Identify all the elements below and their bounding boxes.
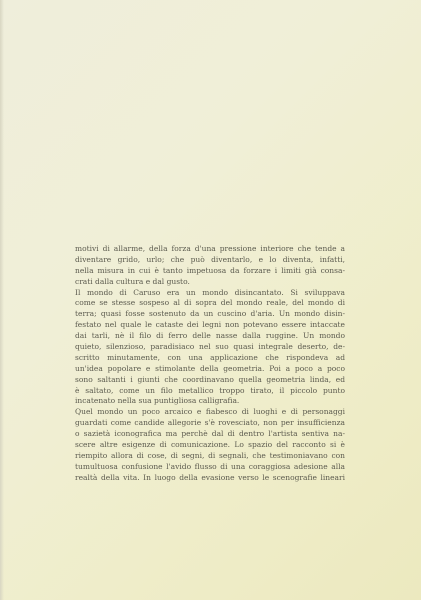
text-line: riempito allora di cose, di segni, di segnali, che testimoniavano con [75, 450, 345, 460]
text-line: o sazietà iconografica ma perchè dal di dentro l'artista sentiva na- [75, 429, 345, 439]
text-line: realtà della vita. In luogo della evasione verso le scenografie lineari [75, 472, 345, 482]
text-line: come se stesse sospeso al di sopra del mondo reale, del mondo di [75, 298, 345, 308]
text-line: diventare grido, urlo; che può diventarlo, e lo diventa, infatti, [75, 254, 345, 264]
page-edge [0, 0, 4, 600]
text-line: crati dalla cultura e dal gusto. [75, 276, 190, 286]
text-line: un'idea popolare e stimolante della geometria. Poi a poco a poco [75, 363, 345, 373]
text-line: incatenato nella sua puntigliosa calligrafia. [75, 396, 240, 406]
text-line: Il mondo di Caruso era un mondo disincantato. Si sviluppava [75, 287, 345, 297]
text-line: scere altre esigenze di comunicazione. Lo spazio del racconto si è [75, 440, 345, 450]
text-line: quieto, silenzioso, paradisiaco nel suo quasi integrale deserto, de- [75, 342, 345, 352]
text-line: festato nel quale le cataste dei legni non potevano essere intaccate [75, 320, 345, 330]
text-line: motivi di allarme, della forza d'una pressione interiore che tende a [75, 244, 345, 253]
body-text [75, 244, 345, 484]
text-line: sono saltanti i giunti che coordinavano quella geometria linda, ed [75, 374, 345, 384]
text-line: scritto minutamente, con una applicazione che rispondeva ad [75, 352, 345, 362]
text-line: guardati come candide allegorie s'è rovesciato, non per insufficienza [75, 418, 345, 428]
text-line: nella misura in cui è tanto impetuosa da forzare i limiti già consa- [75, 265, 345, 275]
text-line: tumultuosa confusione l'avido flusso di una coraggiosa adesione alla [75, 461, 345, 471]
text-line: terra; quasi fosse sostenuto da un cuscino d'aria. Un mondo disin- [75, 309, 345, 319]
text-line: è saltato, come un filo metallico troppo tirato, il piccolo punto [75, 385, 345, 395]
text-line: Quel mondo un poco arcaico e fiabesco di luoghi e di personaggi [75, 407, 345, 417]
text-line: dai tarli, nè il filo di ferro delle nasse dalla ruggine. Un mondo [75, 331, 345, 341]
